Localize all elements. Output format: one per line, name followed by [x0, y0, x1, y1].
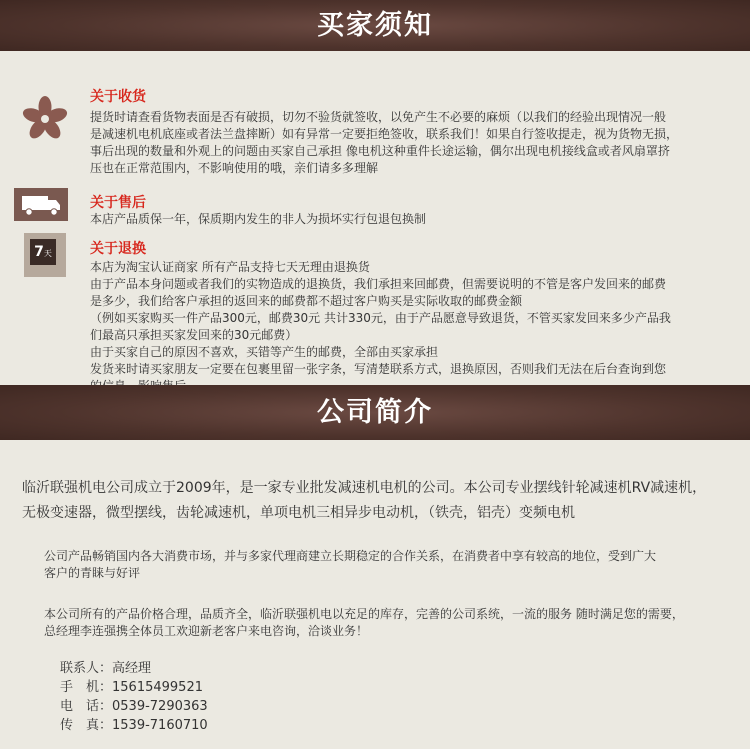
contact-label: 传 真：	[60, 718, 113, 733]
contact-value: 高经理	[112, 661, 152, 676]
contact-row	[60, 678, 208, 697]
notice-banner-title: 买家须知	[317, 10, 433, 41]
company-service-paragraph	[44, 606, 684, 640]
return-line: 本店为淘宝认证商家 所有产品支持七天无理由退换货	[90, 260, 370, 274]
truck-icon	[14, 188, 68, 221]
section-body-receive	[90, 109, 678, 177]
intro-line: 无极变速器，微型摆线，齿轮减速机，单项电机三相异步电动机，（铁壳，铝壳）变频电机	[22, 505, 575, 521]
section-title-return: 关于退换	[90, 241, 146, 257]
return-line: 由于产品本身问题或者我们的实物造成的退换货，我们承担来回邮费，但需要说明的不管是客户发回来的邮费	[90, 277, 667, 291]
contact-value: 0539-7290363	[112, 699, 208, 714]
market-line: 公司产品畅销国内各大消费市场，并与多家代理商建立长期稳定的合作关系，在消费者中享有较高的地位，受到广大	[44, 549, 657, 563]
contact-value: 1539-7160710	[112, 718, 208, 733]
contact-value: 15615499521	[112, 680, 203, 695]
receive-line: 是减速机电机底座或者法兰盘摔断）如有异常一定要拒绝签收，联系我们！如果自行签收提走，视为货物无损，	[90, 127, 679, 141]
contact-label: 联系人：	[60, 661, 113, 676]
contact-label: 电 话：	[60, 699, 113, 714]
return-line: 由于买家自己的原因不喜欢，买错等产生的邮费，全部由买家承担	[90, 345, 439, 359]
contact-block	[60, 659, 208, 735]
contact-row	[60, 716, 208, 735]
intro-line: 临沂联强机电公司成立于2009年，是一家专业批发减速机电机的公司。本公司专业摆线针轮减速机RV减速机，	[22, 480, 707, 496]
receive-line: 压也在正常范围内，不影响使用的哦，亲们请多多理解	[90, 161, 379, 175]
contact-label: 手 机：	[60, 680, 113, 695]
service-line: 本公司所有的产品价格合理，品质齐全，临沂联强机电以充足的库存，完善的公司系统，一流的服务 随时满足您的需要，	[44, 607, 684, 621]
return-line: （例如买家购买一件产品300元，邮费30元 共计330元，由于产品愿意导致退货，不管买家发回来多少产品我	[90, 311, 671, 325]
notice-banner	[0, 0, 750, 51]
return-line: 们最高只承担买家发回来的30元邮费）	[90, 328, 298, 342]
receive-line: 事后出现的数量和外观上的问题由买家自己承担 像电机这种重件长途运输，偶尔出现电机接线盒或者风扇罩挤	[90, 144, 670, 158]
flower-icon	[22, 96, 68, 142]
seven-days-icon	[24, 233, 66, 277]
aftersale-line: 本店产品质保一年，保质期内发生的非人为损坏实行包退包换制	[90, 212, 427, 226]
section-body-return	[90, 259, 671, 395]
company-market-paragraph	[44, 548, 656, 582]
company-banner	[0, 385, 750, 440]
company-intro	[22, 476, 706, 526]
market-line: 客户的青睐与好评	[44, 566, 141, 580]
section-body-aftersale	[90, 211, 426, 228]
return-line: 是多少，我们给客户承担的返回来的邮费都不超过客户购买是实际收取的邮费金额	[90, 294, 523, 308]
contact-row	[60, 697, 208, 716]
section-title-aftersale: 关于售后	[90, 195, 146, 211]
seven-days-suffix: 天	[43, 249, 52, 258]
receive-line: 提货时请查看货物表面是否有破损，切勿不验货就签收，以免产生不必要的麻烦（以我们的经验出现情况一般	[90, 110, 667, 124]
section-title-receive: 关于收货	[90, 89, 146, 105]
return-line: 发货来时请买家朋友一定要在包裹里留一张字条，写清楚联系方式，退换原因，否则我们无法在后台查询到您	[90, 362, 667, 376]
service-line: 总经理李连强携全体员工欢迎新老客户来电咨询，洽谈业务！	[44, 624, 369, 638]
company-banner-title: 公司简介	[317, 397, 433, 428]
contact-row	[60, 659, 208, 678]
seven-days-number: 7	[34, 244, 44, 260]
